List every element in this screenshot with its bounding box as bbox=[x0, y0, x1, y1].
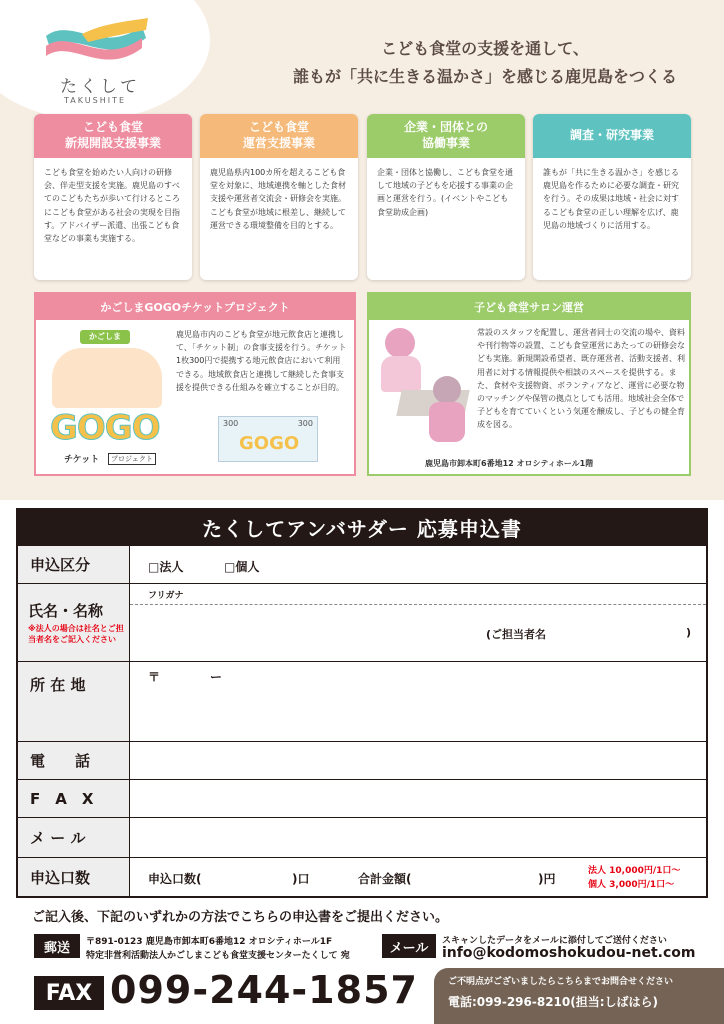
type-cell bbox=[130, 546, 706, 583]
inquiry-box bbox=[434, 968, 724, 1024]
address-input[interactable] bbox=[130, 662, 706, 741]
card-new-support bbox=[34, 114, 192, 280]
fax-number: 099-244-1857 bbox=[110, 968, 418, 1012]
ticket-logo-text: GOGO bbox=[239, 433, 300, 454]
furigana-divider bbox=[130, 604, 706, 605]
postal-address-line2: 特定非営利活動法人かごしまこども食堂支援センターたくして 宛 bbox=[86, 951, 350, 961]
form-title: たくしてアンバサダー 応募申込書 bbox=[16, 508, 708, 546]
gogo-title: かごしまGOGOチケットプロジェクト bbox=[36, 294, 354, 320]
application-form bbox=[16, 546, 708, 898]
total-input[interactable] bbox=[430, 866, 536, 886]
row-count bbox=[18, 858, 706, 896]
fax-tag: FAX bbox=[34, 976, 104, 1010]
gogo-body: 鹿児島市内のこども食堂が地元飲食店と連携して、「チケット制」の食事支援を行う。チケット1枚300円で提携する地元飲食店において利用できる。地域飲食店と連携して継続した食事支援を提供できる仕組みを確立することが目的。 bbox=[176, 330, 347, 392]
ticket-price: 300 bbox=[223, 419, 239, 428]
inquiry-note: ご不明点がございましたらこちらまでお問合せください bbox=[448, 977, 674, 987]
gogo-logo-text: GOGO bbox=[50, 408, 160, 448]
name-input[interactable] bbox=[130, 584, 706, 661]
salon-panel bbox=[367, 292, 691, 476]
logo-subtitle: TAKUSHITE bbox=[64, 96, 127, 105]
mail-label: メ ー ル bbox=[18, 818, 130, 857]
salon-illustration-icon bbox=[379, 328, 469, 448]
card-title: こども食堂 新規開設支援事業 bbox=[34, 114, 192, 158]
logo-name: たくして bbox=[60, 77, 140, 97]
logo-ribbon-icon bbox=[42, 16, 152, 76]
ticket-price: 300 bbox=[297, 419, 313, 428]
price-person: 個人 3,000円/1口〜 bbox=[588, 880, 675, 890]
row-tel bbox=[18, 742, 706, 780]
tagline-line1: こども食堂の支援を通して、 bbox=[381, 39, 589, 58]
salon-body: 常設のスタッフを配置し、運営者同士の交流の場や、資料や刊行物等の設置、こども食堂運営にあたっての研修会なども実施。新規開設希望者、既存運営者、活動支援者、利用者に対する情報提供や相談のスペースを提供する。また、食材や支援物資、ボランティアなど、運営に必要な物のマッチングや保管の拠点としても活用。地域社会全体で子どもを育てていくという気運を醸成し、子どもの健全育成を図る。 bbox=[477, 328, 685, 430]
card-operation-support bbox=[200, 114, 358, 280]
furigana-label: フリガナ bbox=[148, 591, 184, 601]
count-unit: )口 bbox=[292, 872, 310, 886]
postal-tag: 郵送 bbox=[34, 934, 80, 958]
gogo-caption: チケット bbox=[64, 455, 100, 465]
address-label: 所 在 地 bbox=[18, 662, 130, 741]
fax-input[interactable] bbox=[130, 780, 706, 817]
tagline-line2: 誰もが「共に生きる温かさ」を感じる鹿児島をつくる bbox=[292, 67, 677, 86]
type-person-checkbox[interactable]: □個人 bbox=[224, 560, 260, 574]
row-type bbox=[18, 546, 706, 584]
name-label: 氏名・名称 bbox=[28, 601, 104, 620]
submission-instruction: ご記入後、下記のいずれかの方法でこちらの申込書をご提出ください。 bbox=[32, 910, 449, 925]
tel-label: 電 話 bbox=[18, 742, 130, 779]
salon-address: 鹿児島市卸本町6番地12 オロシティホール1階 bbox=[425, 459, 594, 468]
price-corp: 法人 10,000円/1口〜 bbox=[588, 866, 681, 876]
ticket-image bbox=[218, 416, 318, 462]
gogo-caption-tag: プロジェクト bbox=[108, 453, 156, 465]
card-research bbox=[533, 114, 691, 280]
row-address bbox=[18, 662, 706, 742]
type-corp-checkbox[interactable]: □法人 bbox=[148, 560, 184, 574]
email-note: スキャンしたデータをメールに添付してご送付ください bbox=[442, 936, 667, 946]
total-text: 合計金額( bbox=[358, 872, 412, 886]
card-title: 調査・研究事業 bbox=[533, 114, 691, 158]
card-title: こども食堂 運営支援事業 bbox=[200, 114, 358, 158]
gogo-illustration bbox=[44, 330, 170, 468]
postal-dash: ー bbox=[210, 670, 223, 684]
row-fax bbox=[18, 780, 706, 818]
total-unit: )円 bbox=[538, 872, 556, 886]
row-mail bbox=[18, 818, 706, 858]
card-body: こども食堂を始めたい人向けの研修会、伴走型支援を実施。鹿児島のすべてのこどもたちが歩いて行けるところにこども食堂がある社会の実現を目指す。アドバイザー派遣、出張こども食堂などの事業も実施する。 bbox=[44, 168, 180, 243]
count-input[interactable] bbox=[220, 866, 290, 886]
gogo-ticket-panel bbox=[34, 292, 356, 476]
mail-input[interactable] bbox=[130, 818, 706, 857]
name-label-cell bbox=[18, 584, 130, 661]
inquiry-phone[interactable]: 電話:099-296-8210(担当:しばはら) bbox=[448, 995, 659, 1009]
count-cell bbox=[130, 858, 706, 896]
fax-label: F A X bbox=[18, 780, 130, 817]
postal-address-line1: 〒891-0123 鹿児島市卸本町6番地12 オロシティホール1F bbox=[86, 937, 333, 947]
card-body: 鹿児島県内100カ所を超えるこども食堂を対象に、地域連携を軸とした食材支援や運営者交流会・研修会を実施。こども食堂が地域に根差し、継続して運営できる環境整備を目的とする。 bbox=[210, 168, 346, 230]
card-collaboration bbox=[367, 114, 525, 280]
count-text: 申込口数( bbox=[148, 872, 202, 886]
name-note: ※法人の場合は社名とご担当者名をご記入ください bbox=[28, 623, 124, 644]
row-name bbox=[18, 584, 706, 662]
salon-title: 子ども食堂サロン運営 bbox=[369, 294, 689, 320]
count-label: 申込口数 bbox=[18, 858, 130, 896]
contact-person-label: (ご担当者名 bbox=[486, 628, 547, 641]
email-address[interactable]: info@kodomoshokudou-net.com bbox=[442, 945, 696, 961]
postal-mark: 〒 bbox=[148, 670, 161, 684]
email-tag: メール bbox=[382, 934, 436, 958]
card-body: 企業・団体と協働し、こども食堂を通して地域の子どもを応援する事業の企画と運営を行う。(イベントやこども食堂助成企画) bbox=[377, 168, 513, 217]
tel-input[interactable] bbox=[130, 742, 706, 779]
type-label: 申込区分 bbox=[18, 546, 130, 583]
card-body: 誰もが「共に生きる温かさ」を感じる鹿児島を作るために必要な調査・研究を行う。その成果は地域・社会に対するこども食堂の正しい理解を広げ、鹿児島の地域づくりに活用する。 bbox=[543, 168, 679, 230]
contact-person-close: ) bbox=[686, 626, 692, 639]
takushite-logo bbox=[42, 16, 162, 106]
card-title: 企業・団体との 協働事業 bbox=[367, 114, 525, 158]
children-illustration-icon bbox=[52, 348, 162, 408]
gogo-sign: かごしま bbox=[80, 330, 130, 344]
